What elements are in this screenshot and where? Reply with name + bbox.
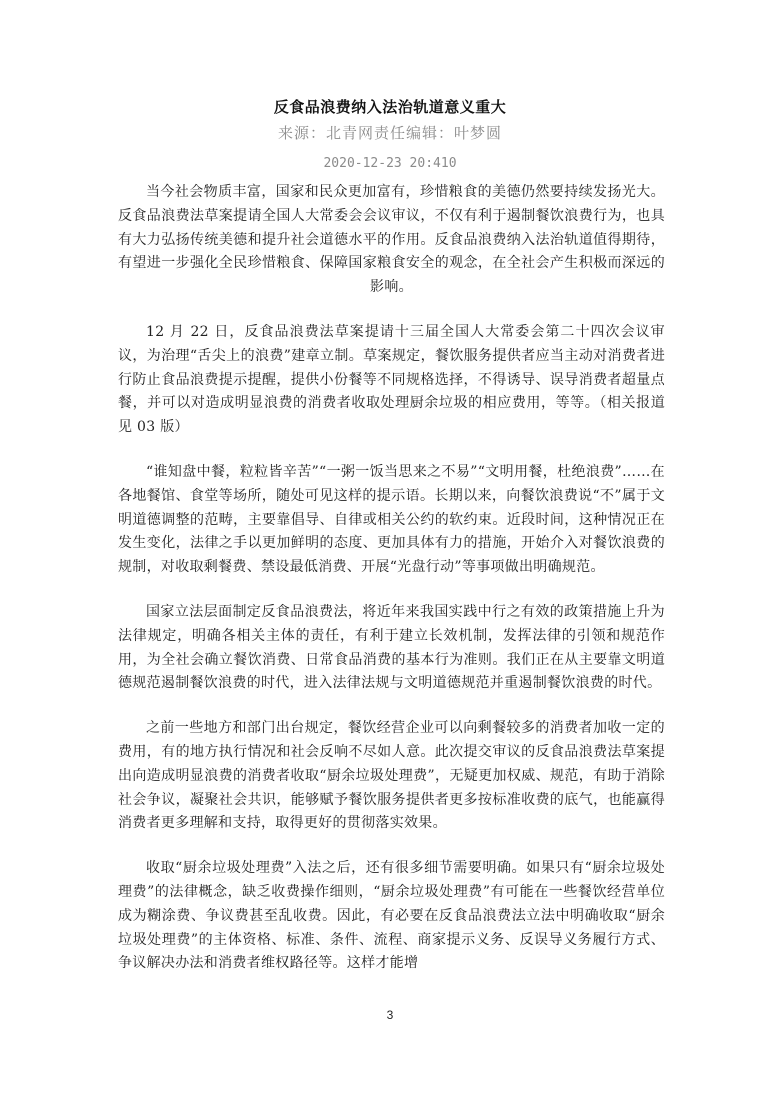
paragraph-2: 12 月 22 日，反食品浪费法草案提请十三届全国人大常委会第二十四次会议审议，为治理“舌尖上的浪费”建章立制。草案规定，餐饮服务提供者应当主动对消费者进行防止食品浪费提示提醒，提供小份餐等不同规格选择，不得诱导、误导消费者超量点餐，并可以对造成明显浪费的消费者收取处理厨余垃圾的相应费用，等等。（相关报道见 03 版） bbox=[118, 323, 665, 436]
paragraph-6: 收取“厨余垃圾处理费”入法之后，还有很多细节需要明确。如果只有“厨余垃圾处理费”的法律概念，缺乏收费操作细则，“厨余垃圾处理费”有可能在一些餐饮经营单位成为糊涂费、争议费甚至乱收费。因此，有必要在反食品浪费法立法中明确收取“厨余垃圾处理费”的主体资格、标准、条件、流程、商家提示义务、反误导义务履行方式、争议解决办法和消费者维权路径等。这样才能增 bbox=[118, 860, 665, 972]
paragraph-5: 之前一些地方和部门出台规定，餐饮经营企业可以向剩餐较多的消费者加收一定的费用，有的地方执行情况和社会反响不尽如人意。此次提交审议的反食品浪费法草案提出向造成明显浪费的消费者收取“厨余垃圾处理费”，无疑更加权威、规范，有助于消除社会争议，凝聚社会共识，能够赋予餐饮服务提供者更多按标准收费的底气，也能赢得消费者更多理解和支持，取得更好的贯彻落实效果。 bbox=[118, 720, 665, 832]
page-number: 3 bbox=[386, 1008, 394, 1022]
paragraph-1: 当今社会物质丰富，国家和民众更加富有，珍惜粮食的美德仍然要持续发扬光大。反食品浪费法草案提请全国人大常委会会议审议，不仅有利于遏制餐饮浪费行为，也具有大力弘扬传统美德和提升社会道德水平的作用。反食品浪费纳入法治轨道值得期待，有望进一步强化全民珍惜粮食、保障国家粮食安全的观念，在全社会产生积极而深远的影响。 bbox=[118, 184, 665, 296]
paragraph-4: 国家立法层面制定反食品浪费法，将近年来我国实践中行之有效的政策措施上升为法律规定，明确各相关主体的责任，有利于建立长效机制，发挥法律的引领和规范作用，为全社会确立餐饮消费、日常食品消费的基本行为准则。我们正在从主要靠文明道德规范遏制餐饮浪费的时代，进入法律法规与文明道德规范并重遏制餐饮浪费的时代。 bbox=[118, 603, 665, 692]
article-title: 反食品浪费纳入法治轨道意义重大 bbox=[273, 98, 507, 116]
article-date: 2020-12-23 20:410 bbox=[323, 156, 457, 171]
article-body bbox=[118, 181, 665, 997]
article-source-line: 来源：北青网责任编辑：叶梦圆 bbox=[277, 124, 502, 142]
paragraph-3: “谁知盘中餐，粒粒皆辛苦”“一粥一饭当思来之不易”“文明用餐，杜绝浪费”……在各地餐馆、食堂等场所，随处可见这样的提示语。长期以来，向餐饮浪费说“不”属于文明道德调整的范畴，主要靠倡导、自律或相关公约的软约束。近段时间，这种情况正在发生变化，法律之手以更加鲜明的态度、更加具体有力的措施，开始介入对餐饮浪费的规制，对收取剩餐费、禁设最低消费、开展“光盘行动”等事项做出明确规范。 bbox=[118, 463, 665, 576]
